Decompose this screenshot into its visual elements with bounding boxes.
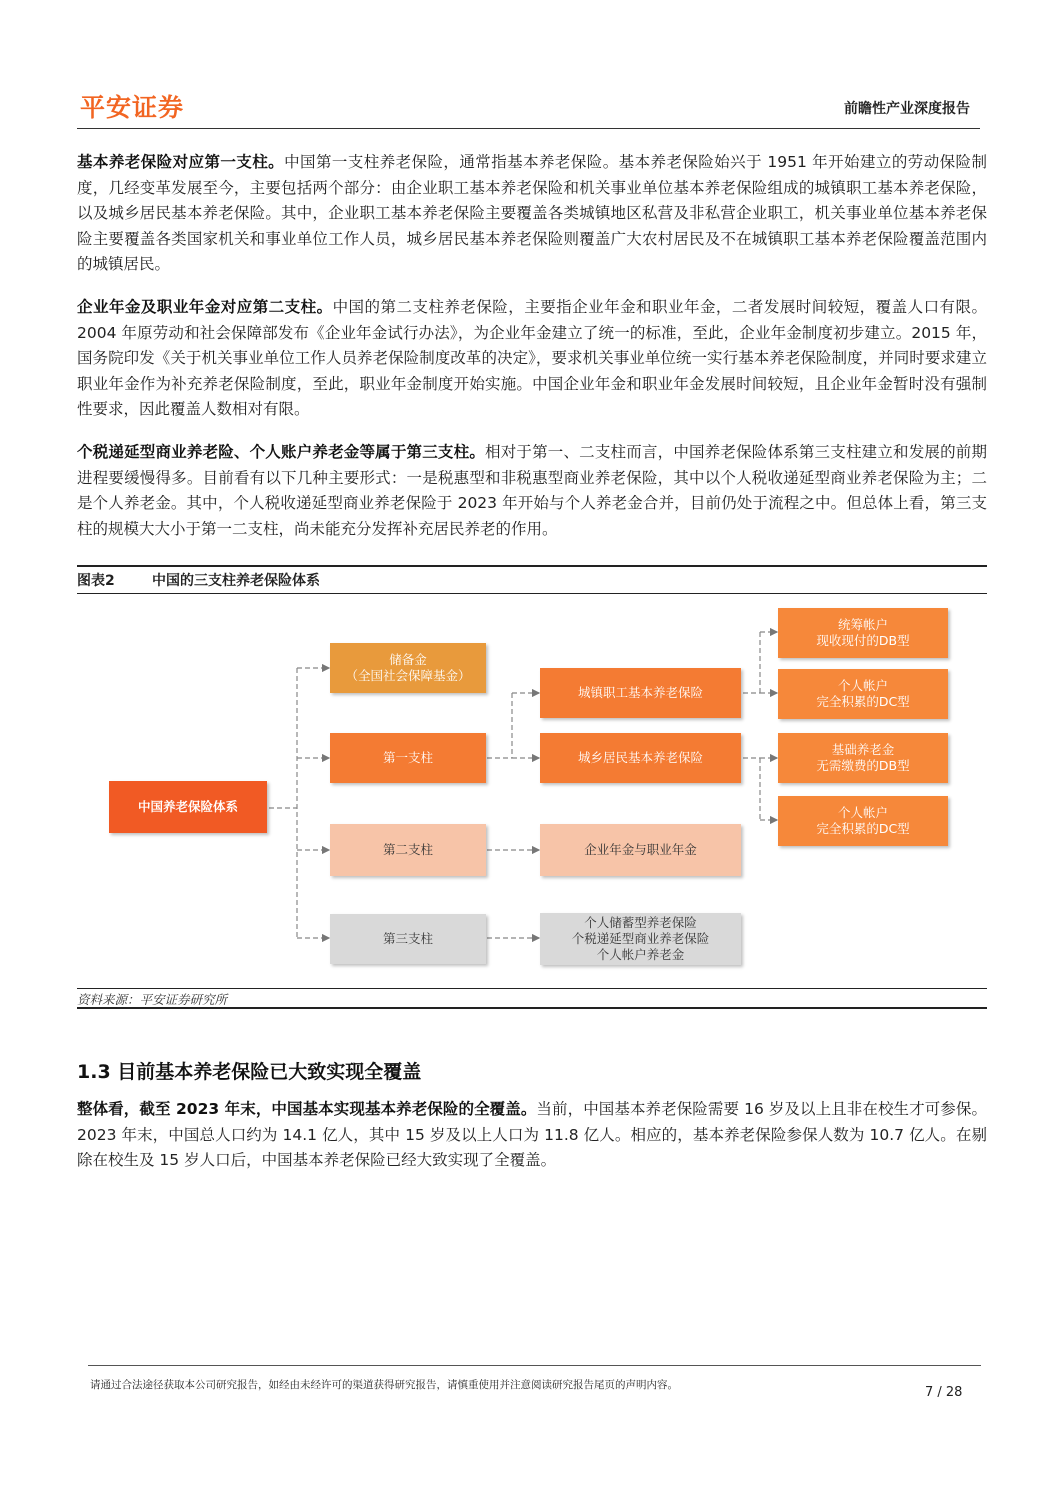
- paragraph-body: 中国的第二支柱养老保险，主要指企业年金和职业年金，二者发展时间较短，覆盖人口有限。2004 年原劳动和社会保障部发布《企业年金试行办法》，为企业年金建立了统一的标准，至此，企业年金制度初步建立。2015 年，国务院印发《关于机关事业单位工作人员养老保险制度改革的决定》，要求机关事业单位统一实行基本养老保险制度，并同时要求建立职业年金作为补充养老保险制度，至此，职业年金制度开始实施。中国企业年金和职业年金发展时间较短，且企业年金暂时没有强制性要求，因此覆盖人数相对有限。: [77, 298, 987, 418]
- node-annuity: 企业年金与职业年金: [540, 824, 741, 876]
- node-pillar-two: 第二支柱: [330, 824, 486, 876]
- paragraph-lead: 企业年金及职业年金对应第二支柱。: [77, 298, 333, 316]
- page-number: 7 / 28: [925, 1385, 963, 1400]
- footer-divider: [88, 1365, 981, 1366]
- paragraph-body: 当前，中国基本养老保险需要 16 岁及以上且非在校生才可参保。2023 年末，中国总人口约为 14.1 亿人，其中 15 岁及以上人口为 11.8 亿人。相应的，基本养老保险参保人数为 10.7 亿人。在剔除在校生及 15 岁人口后，中国基本养老保险已经大致实现了全覆盖。: [77, 1100, 987, 1169]
- node-reserve-fund: 储备金 （全国社会保障基金）: [330, 643, 486, 693]
- paragraph-lead: 基本养老保险对应第一支柱。: [77, 153, 285, 171]
- paragraph-lead: 整体看，截至 2023 年末，中国基本实现基本养老保险的全覆盖。: [77, 1100, 537, 1118]
- node-basic-pension: 基础养老金 无需缴费的DB型: [778, 733, 948, 783]
- paragraph-pillar-two: [77, 295, 987, 423]
- node-root: 中国养老保险体系: [109, 781, 267, 833]
- node-pooled-account: 统筹帐户 现收现付的DB型: [778, 608, 948, 658]
- node-pillar-three-products: 个人储蓄型养老保险 个税递延型商业养老保险 个人帐户养老金: [540, 913, 741, 965]
- figure-source: 资料来源：平安证券研究所: [77, 992, 228, 1007]
- figure-title-bar: [77, 565, 987, 594]
- figure-source-bar: [77, 988, 987, 1009]
- figure-label: 图表2: [77, 573, 115, 589]
- figure-title: 中国的三支柱养老保险体系: [152, 573, 320, 589]
- pension-system-diagram: [77, 595, 987, 990]
- paragraph-lead: 个税递延型商业养老险、个人账户养老金等属于第三支柱。: [77, 443, 486, 461]
- company-logo: 平安证券: [80, 93, 185, 122]
- node-personal-account-2: 个人帐户 完全积累的DC型: [778, 796, 948, 846]
- node-urban-rural-pension: 城乡居民基本养老保险: [540, 733, 741, 783]
- node-pillar-three: 第三支柱: [330, 914, 486, 964]
- paragraph-body: 中国第一支柱养老保险，通常指基本养老保险。基本养老保险始兴于 1951 年开始建立的劳动保险制度，几经变革发展至今，主要包括两个部分：由企业职工基本养老保险和机关事业单位基本养老保险组成的城镇职工基本养老保险，以及城乡居民基本养老保险。其中，企业职工基本养老保险主要覆盖各类城镇地区私营及非私营企业职工，机关事业单位基本养老保险主要覆盖各类国家机关和事业单位工作人员，城乡居民基本养老保险则覆盖广大农村居民及不在城镇职工基本养老保险覆盖范围内的城镇居民。: [77, 153, 987, 273]
- paragraph-coverage: [77, 1097, 987, 1174]
- header-divider: [77, 128, 980, 129]
- report-type: 前瞻性产业深度报告: [844, 101, 970, 117]
- node-personal-account-1: 个人帐户 完全积累的DC型: [778, 669, 948, 719]
- paragraph-pillar-one: [77, 150, 987, 278]
- paragraph-pillar-three: [77, 440, 987, 542]
- section-heading: 1.3 目前基本养老保险已大致实现全覆盖: [77, 1061, 422, 1083]
- footer-disclaimer: 请通过合法途径获取本公司研究报告，如经由未经许可的渠道获得研究报告，请慎重使用并注意阅读研究报告尾页的声明内容。: [90, 1379, 678, 1391]
- paragraph-body: 相对于第一、二支柱而言，中国养老保险体系第三支柱建立和发展的前期进程要缓慢得多。目前看有以下几种主要形式：一是税惠型和非税惠型商业养老保险，其中以个人税收递延型商业养老保险为主；二是个人养老金。其中，个人税收递延型商业养老保险于 2023 年开始与个人养老金合并，目前仍处于流程之中。但总体上看，第三支柱的规模大大小于第一二支柱，尚未能充分发挥补充居民养老的作用。: [77, 443, 987, 538]
- node-pillar-one: 第一支柱: [330, 733, 486, 783]
- node-urban-employee-pension: 城镇职工基本养老保险: [540, 668, 741, 718]
